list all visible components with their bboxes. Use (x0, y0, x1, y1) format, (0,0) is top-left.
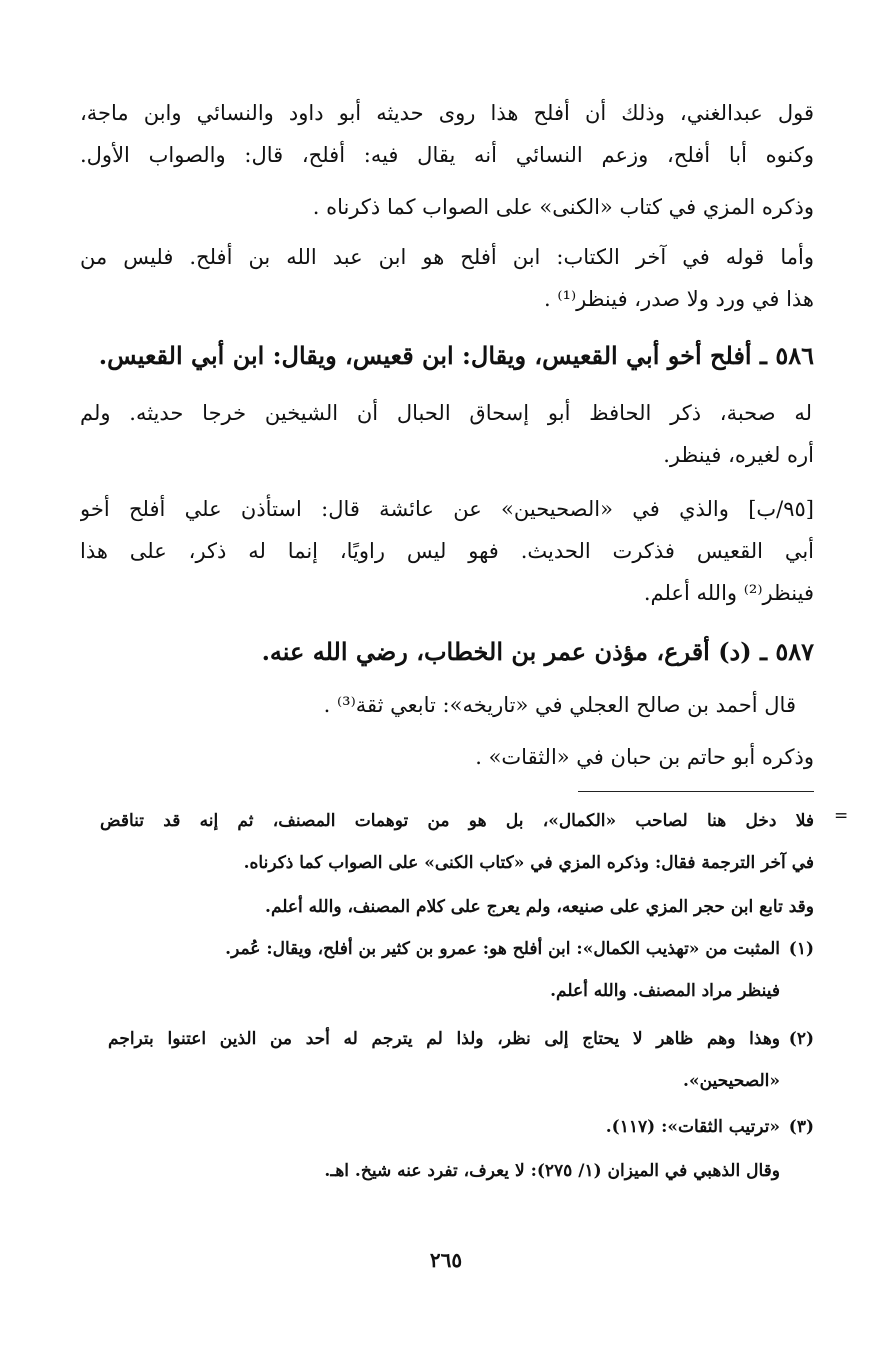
body-line: فينظر⁽²⁾ والله أعلم. (643, 581, 814, 605)
body-line: قول عبدالغني، وذلك أن أفلح هذا روى حديثه أبو داود والنسائي وابن ماجة، (80, 101, 814, 125)
body-line: هذا في ورد ولا صدر، فينظر⁽¹⁾ . (544, 287, 814, 311)
entry-heading-586: ٥٨٦ ـ أفلح أخو أبي القعيس، ويقال: ابن قعيس، ويقال: ابن أبي القعيس. (98, 341, 814, 370)
body-line: وذكره أبو حاتم بن حبان في «الثقات» . (475, 745, 814, 769)
body-line: قال أحمد بن صالح العجلي في «تاريخه»: تابعي ثقة⁽³⁾ . (323, 693, 796, 717)
body-line: أبي القعيس فذكرت الحديث. فهو ليس راويًا، إنما له ذكر، على هذا (80, 539, 814, 563)
body-line: له صحبة، ذكر الحافظ أبو إسحاق الحبال أن الشيخين خرجا حديثه. ولم (80, 401, 812, 425)
page-number: ٢٦٥ (429, 1248, 463, 1272)
footnote-line: فلا دخل هنا لصاحب «الكمال»، بل هو من توهمات المصنف، ثم إنه قد تناقض (100, 811, 814, 831)
footnote-line: وقد تابع ابن حجر المزي على صنيعه، ولم يعرج على كلام المصنف، والله أعلم. (265, 897, 814, 917)
footnote-line: المثبت من «تهذيب الكمال»: ابن أفلح هو: عمرو بن كثير بن أفلح، ويقال: عُمر. (225, 939, 780, 959)
continuation-mark: = (834, 806, 849, 826)
footnote-number: (١) (788, 939, 814, 959)
entry-heading-587: ٥٨٧ ـ (د) أقرع، مؤذن عمر بن الخطاب، رضي الله عنه. (261, 637, 814, 666)
footnote-line: فينظر مراد المصنف. والله أعلم. (550, 981, 780, 1001)
footnote-line: «ترتيب الثقات»: (١١٧). (605, 1117, 780, 1137)
body-line: أره لغيره، فينظر. (663, 443, 814, 467)
body-line: [٩٥/ب] والذي في «الصحيحين» عن عائشة قال: استأذن علي أفلح أخو (80, 497, 814, 521)
footnote-number: (٣) (788, 1117, 814, 1137)
footnote-divider (578, 791, 814, 792)
footnote-line: «الصحيحين». (683, 1071, 780, 1091)
body-line: وأما قوله في آخر الكتاب: ابن أفلح هو ابن عبد الله بن أفلح. فليس من (80, 245, 814, 269)
body-line: وكنوه أبا أفلح، وزعم النسائي أنه يقال فيه: أفلح، قال: والصواب الأول. (80, 143, 814, 167)
footnote-line: وقال الذهبي في الميزان (١/ ٢٧٥): لا يعرف، تفرد عنه شيخ. اهـ. (324, 1161, 780, 1181)
body-line: وذكره المزي في كتاب «الكنى» على الصواب كما ذكرناه . (312, 195, 814, 219)
footnote-line: في آخر الترجمة فقال: وذكره المزي في «كتاب الكنى» على الصواب كما ذكرناه. (243, 853, 814, 873)
footnote-number: (٢) (788, 1029, 814, 1049)
footnote-line: وهذا وهم ظاهر لا يحتاج إلى نظر، ولذا لم يترجم له أحد من الذين اعتنوا بتراجم (108, 1029, 780, 1049)
